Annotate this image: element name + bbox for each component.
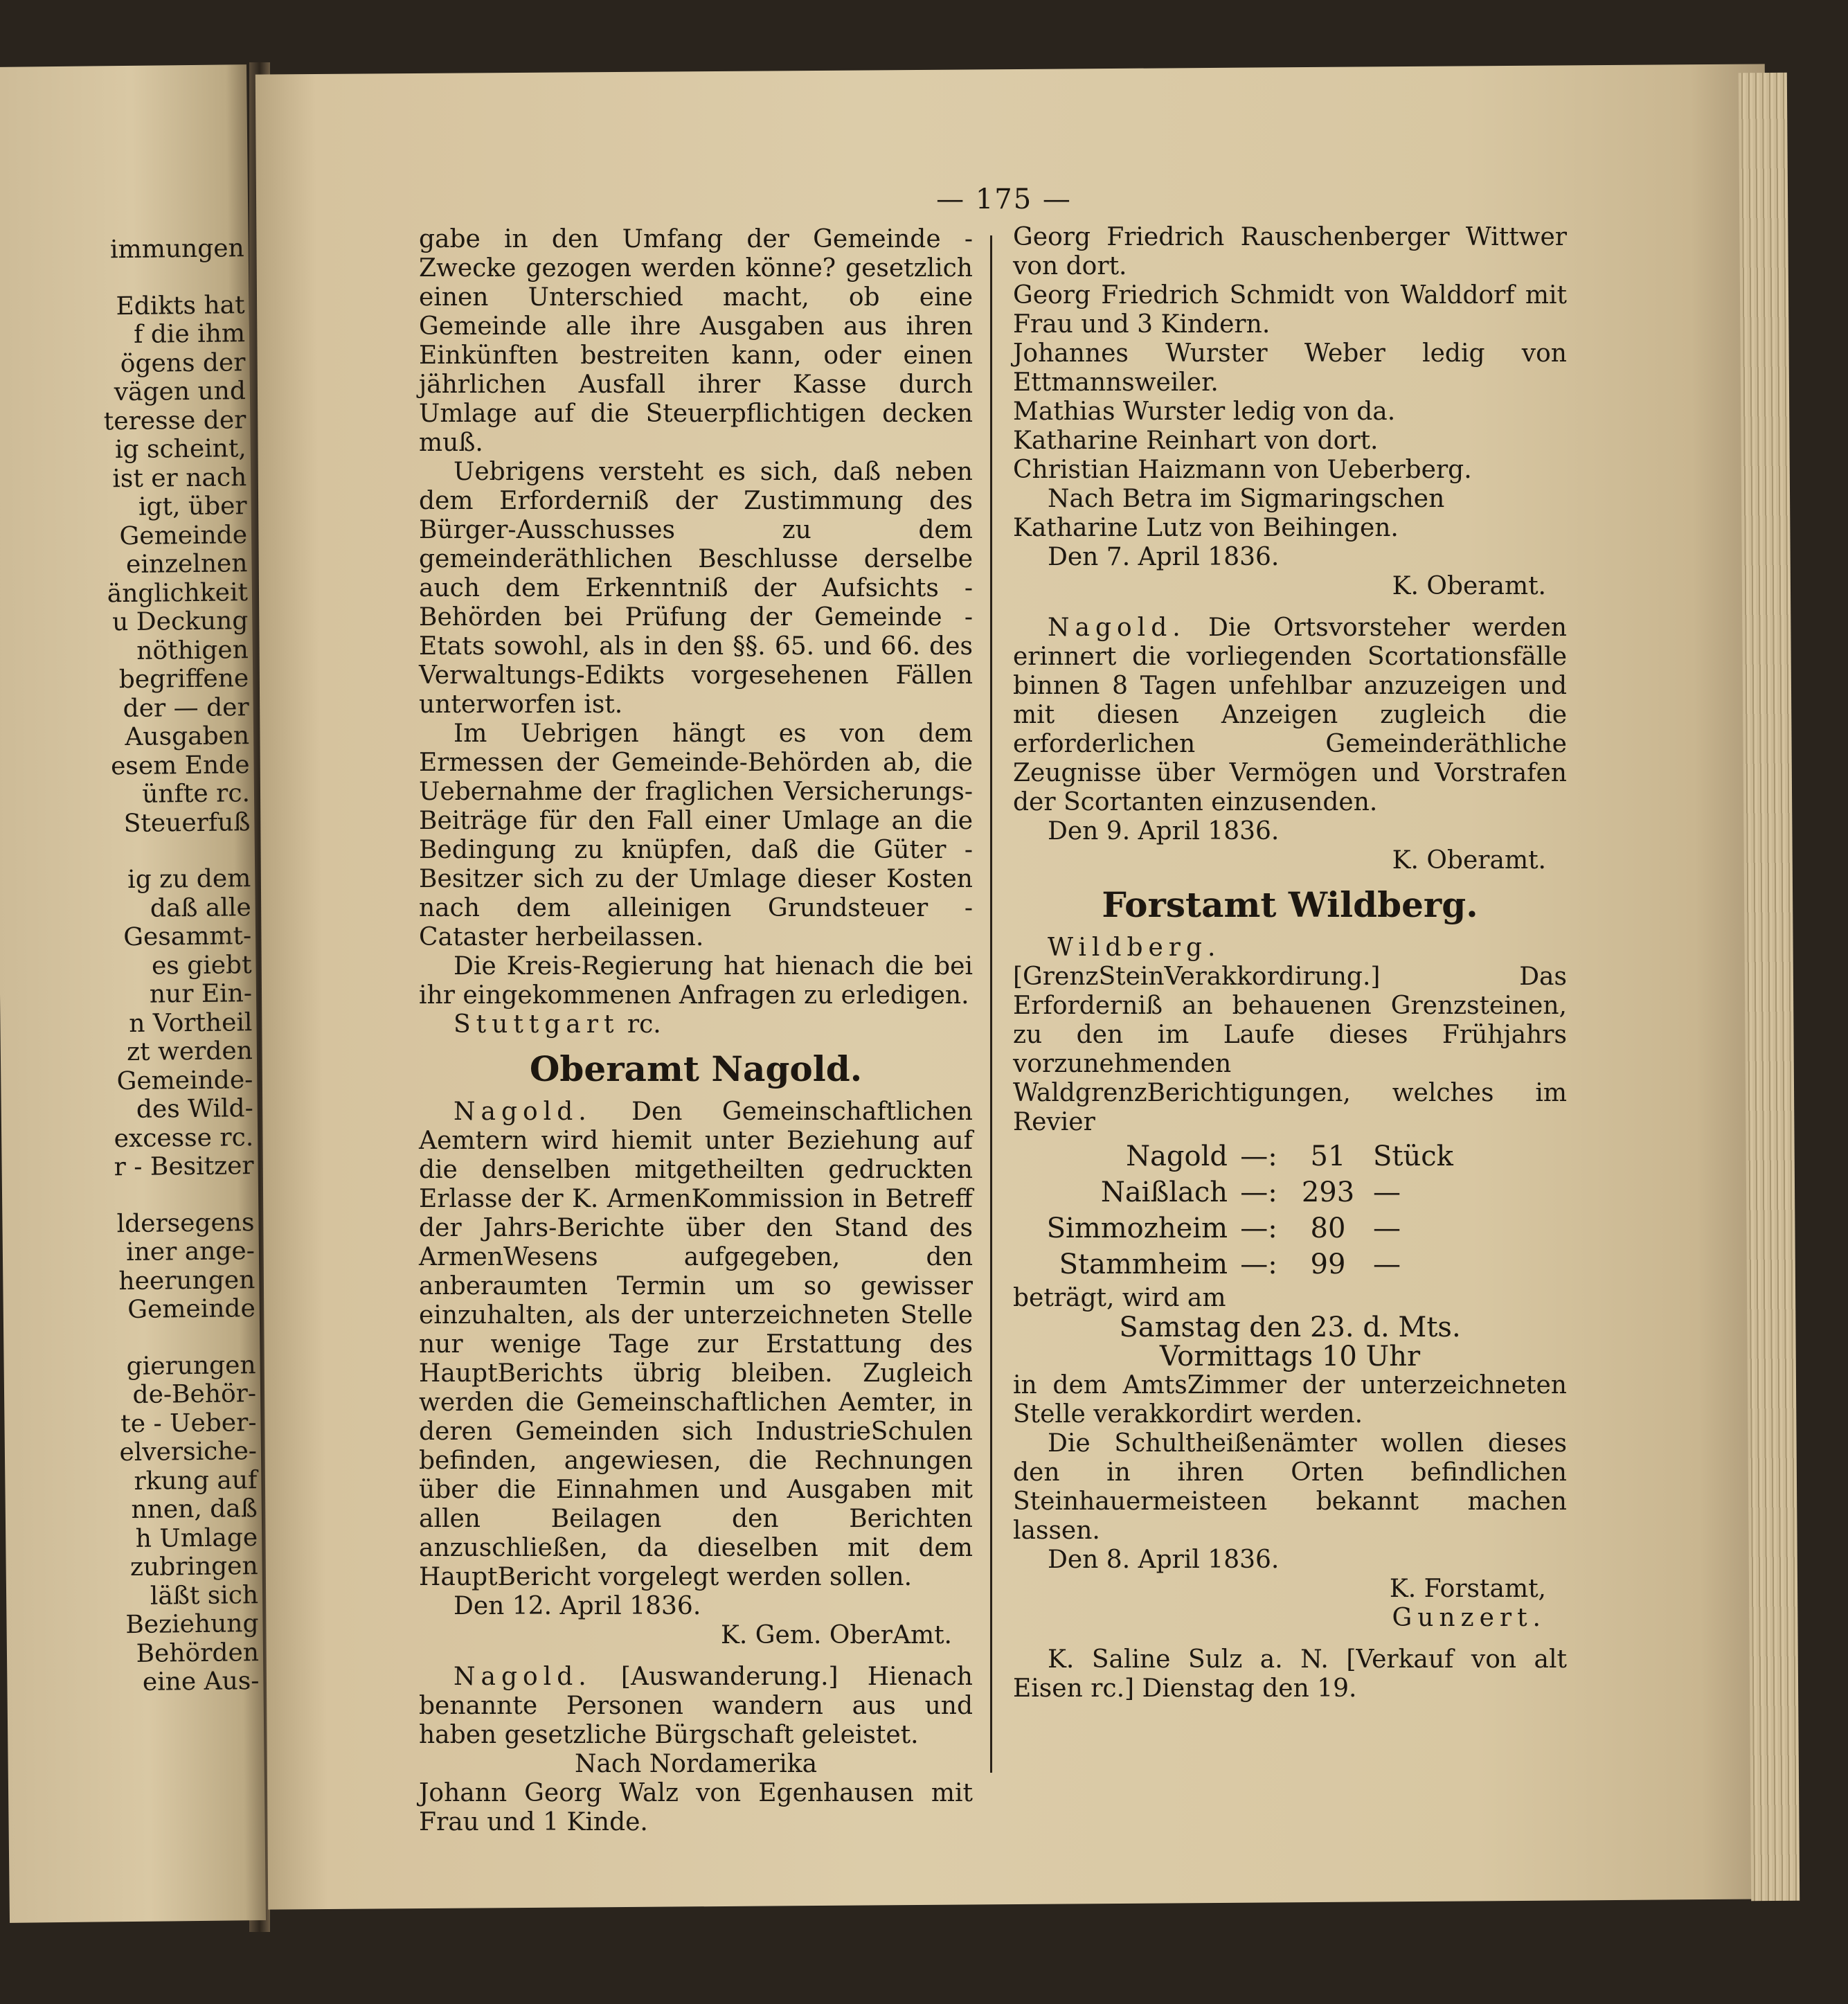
text-line-fragment: teresse der (103, 405, 246, 436)
text-line-fragment: ünfte rc. (142, 779, 251, 809)
section-heading-forstamt-wildberg: Forstamt Wildberg. (1102, 884, 1478, 925)
stone-count-row (1013, 1210, 1567, 1246)
left-page-text-fragment (0, 234, 260, 1698)
text-line-fragment: ögens der (120, 348, 246, 378)
place-stuttgart: Stuttgart (454, 1010, 620, 1039)
text-line-fragment: heerungen (118, 1265, 255, 1296)
unit-label: — (1373, 1249, 1401, 1280)
text-line-fragment: Edikts hat (116, 290, 245, 321)
page-number: — 175 — (936, 184, 1072, 215)
notice-grenzstein (1013, 933, 1567, 1137)
text-line-fragment: nöthigen (136, 635, 249, 665)
stone-count: 293 (1301, 1177, 1355, 1208)
notice-armenwesen-text: Den Gemeinschaftlichen Aemtern wird hiemit unter Beziehung auf die denselben mitgetheilten gedruckten Erlasse der K. ArmenKommission in Betreff der Jahrs-Berichte über den Stand des ArmenWesens aufgegeben, den anberaumten Termin um so gewisser einzuhalten, als der unterzeichneten Stelle nur wenige Tage zur Erstattung des HauptBerichts übrig bleiben. Zugleich werden die Gemeinschaftlichen Aemter, in deren Gemeinden sich IndustrieSchulen befinden, angewiesen, die Rechnungen über die Einnahmen und Ausgaben mit allen Beilagen den Berichten anzuschließen, da dieselben mit dem HauptBericht vorgelegt werden sollen. (419, 1098, 973, 1591)
text-line-fragment: des Wild- (136, 1094, 253, 1124)
text-line-fragment: Steuerfuß (123, 807, 251, 838)
unit-label: — (1373, 1213, 1401, 1244)
destination-line: Nach Nordamerika (574, 1750, 818, 1778)
text-line-fragment: Gemeinde (119, 520, 248, 551)
district-name: Nagold (1126, 1140, 1228, 1172)
leader-dash: —: (1240, 1140, 1277, 1172)
leader-dash: —: (1240, 1177, 1277, 1208)
district-name: Simmozheim (1046, 1213, 1228, 1244)
signature-line: K. Oberamt. (1392, 846, 1546, 875)
text-line-fragment: ist er nach (112, 463, 247, 493)
paragraph-im-uebrigen: Im Uebrigen hängt es von dem Ermessen der Gemeinde-Behörden ab, die Uebernahme der fraglichen Versicherungs-Beiträge für den Fall einer Umlage an die Bedingung zu knüpfen, daß die Güter - Besitzer sich zu der Umlage dieser Kosten nach dem alleinigen Grundsteuer - Cataster herbeilassen. (419, 719, 973, 951)
leader-dash: —: (1240, 1249, 1277, 1280)
emigrant-entry: Georg Friedrich Schmidt von Walddorf mit Frau und 3 Kindern. (1013, 281, 1567, 339)
signature-name: Gunzert. (1392, 1604, 1546, 1632)
paragraph-uebrigens: Uebrigens versteht es sich, daß neben dem Erforderniß der Zustimmung des Bürger-Ausschusses zu dem gemeinderäthlichen Beschlusse derselbe auch dem Erkenntniß der Aufsichts - Behörden bei Prüfung der Gemeinde - Etats sowohl, als in den §§. 65. und 66. des Verwaltungs-Edikts vorgesehenen Fällen unterworfen ist. (419, 458, 973, 719)
notice-continued: beträgt, wird am (1013, 1284, 1226, 1312)
destination-line: Nach Betra im Sigmaringschen (1048, 485, 1445, 513)
text-line-fragment: Gemeinde- (116, 1065, 253, 1095)
text-line-fragment: Beziehung (125, 1609, 259, 1640)
text-line-fragment: nur Ein- (149, 979, 253, 1009)
text-line-fragment: ig scheint, (114, 434, 246, 465)
emigrant-entry: Johannes Wurster Weber ledig von Ettmannsweiler. (1013, 339, 1567, 397)
column-rule (990, 235, 992, 1773)
text-line-fragment: esem Ende (110, 750, 250, 780)
signature-line: K. Gem. OberAmt. (721, 1621, 952, 1649)
emigrant-entry: Katharine Lutz von Beihingen. (1013, 514, 1399, 542)
notice-schultheissen: Die Schultheißenämter wollen dieses den in ihren Orten befindlichen Steinhauermeisteen bekannt machen lassen. (1013, 1429, 1567, 1545)
notice-grenzstein-text: [GrenzSteinVerakkordirung.] Das Erforderniß an behauenen Grenzsteinen, zu den im Laufe dieses Frühjahrs vorzunehmenden WaldgrenzBerichtigungen, welches im Revier (1013, 963, 1567, 1136)
emigrant-entry: Katharine Reinhart von dort. (1013, 427, 1379, 455)
notice-saline-sulz (1013, 1645, 1567, 1703)
notice-scortation (1013, 614, 1567, 817)
notice-continued: in dem AmtsZimmer der unterzeichneten Stelle verakkordirt werden. (1013, 1371, 1567, 1429)
line-gap (1, 837, 251, 867)
district-name: Stammheim (1059, 1249, 1228, 1280)
text-line-fragment: n Vortheil (129, 1008, 253, 1038)
signature-line: K. Oberamt. (1392, 572, 1546, 600)
text-line-fragment: f die ihm (133, 319, 246, 349)
text-line-fragment: Ausgaben (125, 722, 250, 752)
text-line-fragment: zt werden (126, 1037, 253, 1067)
date-line: Den 7. April 1836. (1048, 543, 1280, 571)
text-line-fragment: iner ange- (125, 1237, 255, 1267)
notice-auswanderung-text: [Auswanderung.] Hienach benannte Personen wandern aus und haben gesetzliche Bürgschaft geleistet. (419, 1663, 973, 1749)
text-line-fragment: vägen und (114, 377, 246, 407)
text-line-fragment: Gesammt- (123, 922, 252, 952)
place-nagold: Nagold. (454, 1663, 592, 1691)
text-line-fragment: excesse rc. (114, 1122, 254, 1153)
text-line-fragment: ig zu dem (127, 864, 251, 894)
text-line-fragment: es giebt (151, 950, 252, 981)
text-line-fragment: läßt sich (150, 1580, 259, 1611)
line-gap (5, 1181, 254, 1211)
paragraph-continued: gabe in den Umfang der Gemeinde - Zwecke gezogen werden könne? gesetzlich einen Unterschied macht, ob eine Gemeinde alle ihre Ausgaben aus ihren Einkünften bestreiten kann, oder einen jährlichen Ausfall ihrer Kasse durch Umlage auf die Steuerpflichtigen decken muß. (419, 225, 973, 457)
left-page (0, 64, 266, 1923)
place-nagold: Nagold. (1048, 614, 1186, 642)
notice-saline-text: [Verkauf von alt Eisen rc.] Dienstag den 19. (1013, 1645, 1567, 1703)
text-line-fragment: rkung auf (134, 1465, 258, 1496)
stone-count-table (1013, 1138, 1567, 1282)
text-line-fragment: elversiche- (119, 1437, 258, 1467)
text-line-fragment: r - Besitzer (114, 1152, 254, 1182)
column-left (419, 225, 973, 1837)
date-line: Den 12. April 1836. (454, 1592, 701, 1620)
notice-auswanderung (419, 1663, 973, 1750)
etc-mark: rc. (627, 1010, 661, 1039)
text-line-fragment: änglichkeit (107, 578, 249, 608)
text-line-fragment: eine Aus- (142, 1667, 260, 1697)
text-line-fragment: nnen, daß (131, 1494, 258, 1524)
district-name: Naißlach (1100, 1177, 1228, 1208)
stone-count-row (1013, 1174, 1567, 1210)
place-nagold: Nagold. (454, 1098, 592, 1126)
text-line-fragment: gierungen (126, 1350, 256, 1381)
column-right (1013, 223, 1567, 1703)
text-line-fragment: begriffene (118, 664, 249, 695)
section-heading-oberamt-nagold: Oberamt Nagold. (529, 1048, 863, 1089)
text-line-fragment: Gemeinde (127, 1294, 255, 1325)
emigrant-entry: Georg Friedrich Rauschenberger Wittwer von dort. (1013, 223, 1567, 280)
signature-line: K. Forstamt, (1389, 1575, 1546, 1603)
place-wildberg: Wildberg. (1048, 933, 1221, 962)
text-line-fragment: Behörden (136, 1638, 260, 1668)
emigrant-entry: Mathias Wurster ledig von da. (1013, 397, 1396, 426)
notice-scortation-text: Die Ortsvorsteher werden erinnert die vorliegenden Scortationsfälle binnen 8 Tagen unfehlbar anzuzeigen und mit diesen Anzeigen zugleich die erforderlichen Gemeinderäthliche Zeugnisse über Vermögen und Vorstrafen der Scortanten einzusenden. (1013, 614, 1567, 816)
text-line-fragment: u Deckung (111, 607, 249, 637)
leader-dash: —: (1240, 1213, 1277, 1244)
stone-count: 99 (1310, 1249, 1346, 1280)
unit-label: — (1373, 1177, 1401, 1208)
line-gap (0, 263, 244, 294)
paragraph-kreis-regierung: Die Kreis-Regierung hat hienach die bei ihr eingekommenen Anfragen zu erledigen. (419, 952, 973, 1010)
text-line-fragment: de-Behör- (132, 1379, 257, 1409)
auction-day: Samstag den 23. d. Mts. (1119, 1312, 1461, 1343)
text-line-fragment: h Umlage (135, 1523, 258, 1553)
text-line-fragment: te - Ueber- (120, 1408, 257, 1438)
date-line: Den 9. April 1836. (1048, 817, 1280, 846)
line-gap (6, 1323, 255, 1354)
notice-armenwesen (419, 1098, 973, 1592)
text-line-fragment: daß alle (150, 893, 251, 923)
dateline-stuttgart (419, 1010, 973, 1039)
stone-count-row (1013, 1138, 1567, 1174)
place-saline-sulz: K. Saline Sulz a. N. (1048, 1645, 1329, 1674)
text-line-fragment: ldersegens (116, 1208, 255, 1238)
date-line: Den 8. April 1836. (1048, 1546, 1280, 1574)
text-line-fragment: immungen (109, 234, 244, 265)
auction-time: Vormittags 10 Uhr (1159, 1341, 1421, 1372)
text-line-fragment: der — der (123, 692, 249, 723)
text-line-fragment: zubringen (129, 1552, 258, 1582)
emigrant-entry: Johann Georg Walz von Egenhausen mit Frau und 1 Kinde. (419, 1779, 973, 1836)
emigrant-list (1013, 223, 1567, 485)
emigrant-entry: Christian Haizmann von Ueberberg. (1013, 456, 1472, 484)
stone-count-row (1013, 1246, 1567, 1282)
unit-label: Stück (1373, 1140, 1453, 1172)
text-line-fragment: einzelnen (125, 549, 248, 579)
stone-count: 80 (1310, 1213, 1346, 1244)
text-line-fragment: igt, über (138, 492, 247, 521)
stone-count: 51 (1310, 1140, 1346, 1172)
